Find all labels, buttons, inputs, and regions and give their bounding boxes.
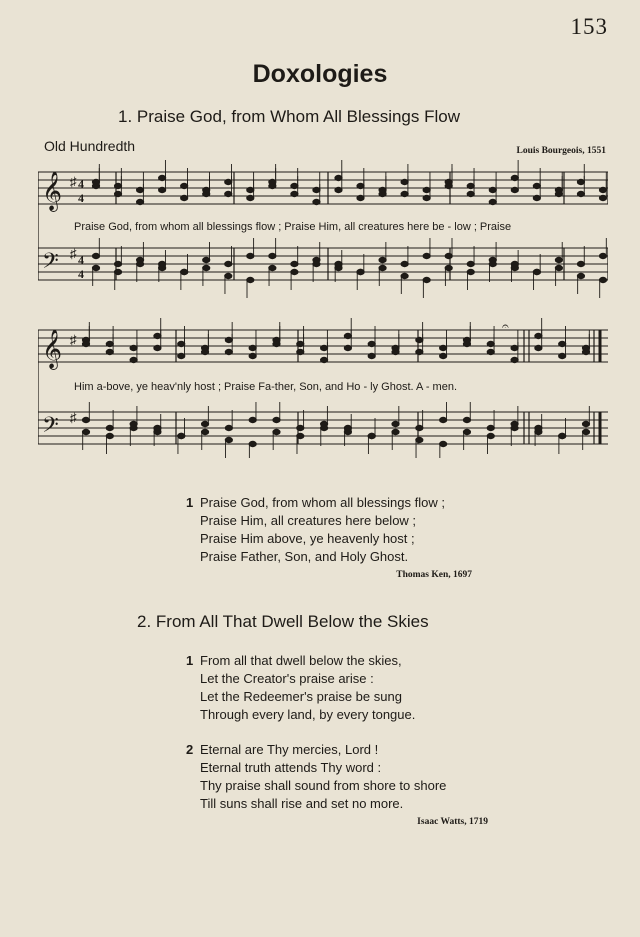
note-head (247, 187, 254, 192)
note-head (535, 333, 542, 338)
note-head (489, 199, 496, 204)
verse-line: Through every land, by every tongue. (200, 707, 416, 722)
note-head (201, 429, 208, 434)
hymn-2-title: 2. From All That Dwell Below the Skies (137, 612, 429, 631)
note-head (136, 199, 143, 204)
note-head (577, 273, 584, 278)
note-head (114, 183, 121, 188)
verse-line: Till suns shall rise and set no more. (200, 796, 404, 811)
note-head (511, 261, 518, 266)
note-head (344, 333, 351, 338)
note-head (114, 261, 121, 266)
note-head (273, 341, 280, 346)
note-head (114, 269, 121, 274)
note-head (181, 183, 188, 188)
note-head (269, 253, 276, 258)
note-head (577, 191, 584, 196)
lyrics-line-2: Him a-bove, ye heav'nly host ; Praise Fa-ther, Son, and Ho - ly Ghost. A - men. (74, 381, 457, 393)
note-head (416, 337, 423, 342)
note-head (291, 269, 298, 274)
lyrics-line-1: Praise God, from whom all blessings flow ; Praise Him, all creatures here be - low ; Praise (74, 221, 512, 233)
verse-line: Praise Father, Son, and Holy Ghost. (200, 549, 409, 564)
note-head (368, 353, 375, 358)
note-head (297, 433, 304, 438)
note-head (154, 333, 161, 338)
verse-line: Praise Him, all creatures here below ; (200, 513, 417, 528)
verse-line: Let the Creator's praise arise : (200, 671, 374, 686)
tune-name: Old Hundredth (44, 138, 136, 154)
note-head (463, 341, 470, 346)
note-head (335, 187, 342, 192)
note-head (511, 357, 518, 362)
treble-clef-icon: 𝄞 (42, 173, 63, 210)
note-head (225, 337, 232, 342)
note-head (559, 341, 566, 346)
note-head (247, 277, 254, 282)
note-head (249, 417, 256, 422)
note-head (249, 345, 256, 350)
note-head (225, 425, 232, 430)
verse-number: 1 (186, 495, 194, 510)
note-head (159, 187, 166, 192)
note-head (533, 183, 540, 188)
note-head (181, 269, 188, 274)
note-head (379, 265, 386, 270)
note-head (416, 349, 423, 354)
note-head (511, 187, 518, 192)
verse-line: Praise Him above, ye heavenly host ; (200, 531, 415, 546)
note-head (440, 417, 447, 422)
note-head (320, 345, 327, 350)
note-head (489, 261, 496, 266)
note-head (599, 253, 606, 258)
note-head (511, 345, 518, 350)
note-head (130, 357, 137, 362)
note-head (401, 273, 408, 278)
verse-line: 2 Eternal are Thy mercies, Lord ! (186, 742, 379, 757)
note-head (440, 353, 447, 358)
verse-number: 1 (186, 653, 194, 668)
note-head (440, 441, 447, 446)
note-head (203, 187, 210, 192)
time-signature-bottom: 4 (78, 191, 84, 205)
note-head (82, 429, 89, 434)
note-head (559, 433, 566, 438)
note-head (297, 341, 304, 346)
note-head (106, 349, 113, 354)
note-head (225, 437, 232, 442)
verse-line: Thy praise shall sound from shore to shore (200, 778, 447, 793)
note-head (335, 261, 342, 266)
note-head (577, 179, 584, 184)
note-head (178, 433, 185, 438)
note-head (313, 187, 320, 192)
note-head (555, 265, 562, 270)
note-head (225, 273, 232, 278)
key-signature-sharp-icon: ♯ (70, 246, 77, 261)
note-head (599, 187, 606, 192)
note-head (357, 195, 364, 200)
note-head (82, 341, 89, 346)
note-head (273, 429, 280, 434)
note-head (533, 195, 540, 200)
note-head (440, 345, 447, 350)
system-1-bass-staff (38, 248, 608, 280)
note-head (559, 353, 566, 358)
note-head (159, 261, 166, 266)
note-head (269, 183, 276, 188)
note-head (555, 257, 562, 262)
note-head (273, 417, 280, 422)
author-credit: Thomas Ken, 1697 (396, 570, 472, 580)
note-head (379, 187, 386, 192)
note-head (178, 353, 185, 358)
note-head (225, 191, 232, 196)
note-head (203, 257, 210, 262)
note-head (489, 187, 496, 192)
note-head (136, 187, 143, 192)
note-head (225, 261, 232, 266)
note-head (392, 345, 399, 350)
note-head (511, 425, 518, 430)
note-head (445, 253, 452, 258)
note-head (269, 265, 276, 270)
note-head (320, 357, 327, 362)
note-head (291, 191, 298, 196)
note-head (225, 349, 232, 354)
note-head (379, 257, 386, 262)
bass-clef-icon: 𝄢 (42, 413, 59, 442)
section-title: Doxologies (252, 60, 388, 88)
note-head (487, 349, 494, 354)
note-head (511, 175, 518, 180)
note-head (313, 261, 320, 266)
note-head (92, 253, 99, 258)
note-head (106, 433, 113, 438)
hymn-2-verse-1 (186, 652, 415, 724)
note-head (423, 253, 430, 258)
key-signature-sharp-icon: ♯ (70, 174, 77, 189)
note-head (467, 191, 474, 196)
note-head (423, 277, 430, 282)
note-head (582, 421, 589, 426)
hymn-2-verse-2 (186, 741, 446, 813)
note-head (599, 195, 606, 200)
note-head (368, 341, 375, 346)
note-head (154, 425, 161, 430)
note-head (249, 353, 256, 358)
note-head (106, 341, 113, 346)
note-head (357, 269, 364, 274)
note-head (467, 261, 474, 266)
note-head (392, 429, 399, 434)
note-head (313, 199, 320, 204)
note-head (114, 191, 121, 196)
note-head (423, 195, 430, 200)
note-head (201, 421, 208, 426)
verse-line: 1 From all that dwell below the skies, (186, 653, 402, 668)
note-head (291, 183, 298, 188)
note-head (401, 191, 408, 196)
composer-credit: Louis Bourgeois, 1551 (516, 146, 606, 156)
note-head (130, 345, 137, 350)
note-head (178, 341, 185, 346)
time-signature-top: 4 (78, 253, 84, 267)
note-head (533, 269, 540, 274)
note-head (445, 265, 452, 270)
note-head (154, 345, 161, 350)
bass-clef-icon: 𝄢 (42, 249, 59, 278)
note-head (335, 175, 342, 180)
note-head (249, 441, 256, 446)
note-head (535, 425, 542, 430)
note-head (445, 183, 452, 188)
time-signature-bottom: 4 (78, 267, 84, 281)
verse-line: 1 Praise God, from whom all blessings flow ; (186, 495, 445, 510)
note-head (181, 195, 188, 200)
note-head (582, 429, 589, 434)
note-head (203, 265, 210, 270)
note-head (136, 261, 143, 266)
note-head (392, 421, 399, 426)
note-head (247, 253, 254, 258)
note-head (357, 183, 364, 188)
fermata-icon: 𝄐 (502, 319, 509, 333)
note-head (555, 187, 562, 192)
note-head (467, 269, 474, 274)
treble-clef-icon: 𝄞 (42, 331, 63, 368)
note-head (401, 179, 408, 184)
note-head (344, 425, 351, 430)
note-head (225, 179, 232, 184)
note-head (247, 195, 254, 200)
note-head (368, 433, 375, 438)
note-head (416, 437, 423, 442)
note-head (582, 345, 589, 350)
note-head (291, 261, 298, 266)
note-head (423, 187, 430, 192)
note-head (467, 183, 474, 188)
verse-number: 2 (186, 742, 194, 757)
note-head (599, 277, 606, 282)
note-head (416, 425, 423, 430)
note-head (297, 425, 304, 430)
note-head (320, 425, 327, 430)
note-head (130, 425, 137, 430)
note-head (344, 345, 351, 350)
note-head (92, 183, 99, 188)
note-head (577, 261, 584, 266)
note-head (463, 417, 470, 422)
page-number: 153 (570, 14, 608, 39)
verse-line: Let the Redeemer's praise be sung (200, 689, 402, 704)
hymn-1-title: 1. Praise God, from Whom All Blessings Flow (118, 107, 461, 126)
key-signature-sharp-icon: ♯ (70, 410, 77, 425)
note-head (82, 417, 89, 422)
note-head (159, 175, 166, 180)
note-head (92, 265, 99, 270)
author-credit: Isaac Watts, 1719 (417, 817, 488, 827)
note-head (106, 425, 113, 430)
key-signature-sharp-icon: ♯ (70, 332, 77, 347)
note-head (487, 433, 494, 438)
note-head (463, 429, 470, 434)
note-head (487, 341, 494, 346)
note-head (401, 261, 408, 266)
note-head (487, 425, 494, 430)
note-head (297, 349, 304, 354)
note-head (535, 345, 542, 350)
verse-line: Eternal truth attends Thy word : (200, 760, 382, 775)
note-head (201, 345, 208, 350)
time-signature-top: 4 (78, 177, 84, 191)
system-1-treble-staff (38, 172, 608, 204)
hymn-1-verse-1 (186, 494, 445, 566)
